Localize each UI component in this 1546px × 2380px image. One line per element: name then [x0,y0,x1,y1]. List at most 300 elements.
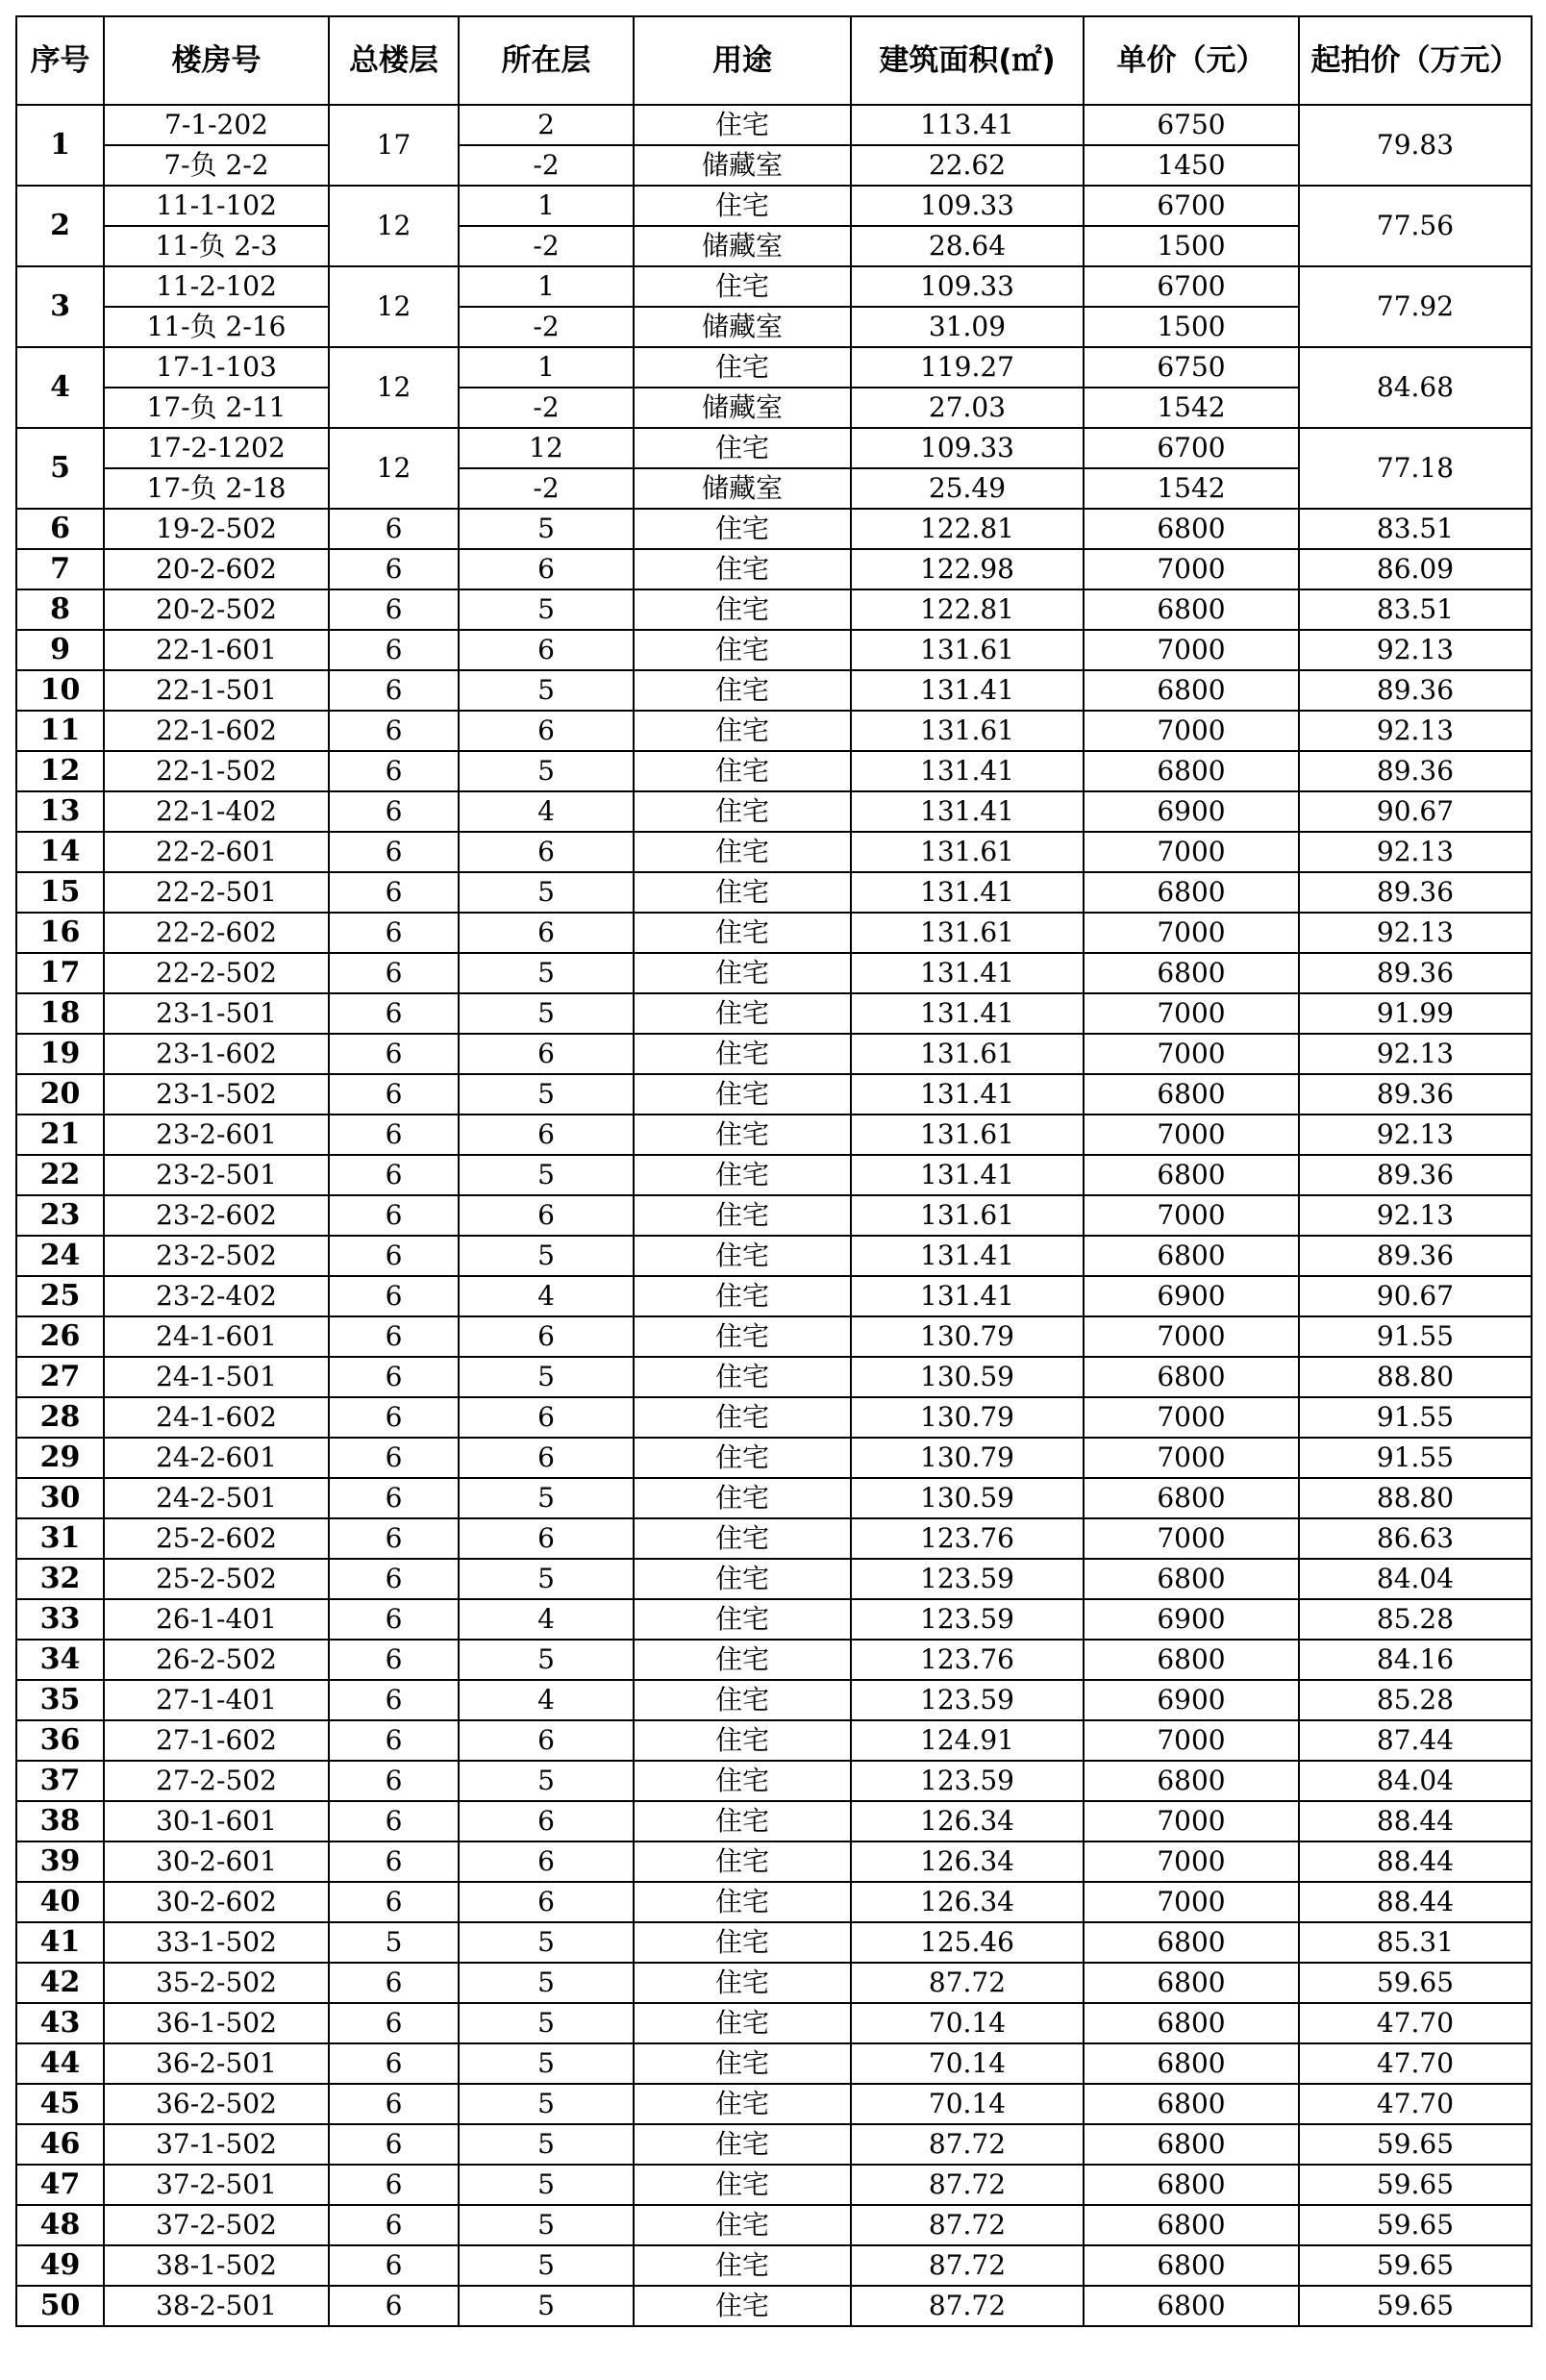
usage-cell: 住宅 [634,711,851,751]
start-price-cell: 86.63 [1299,1518,1532,1559]
seq-cell: 44 [16,2043,104,2084]
usage-cell: 住宅 [634,509,851,549]
usage-cell: 住宅 [634,1680,851,1720]
total-floors-cell: 17 [329,105,459,186]
unit-cell: 19-2-502 [104,509,329,549]
table-row [16,1680,1532,1720]
unit-cell: 11-负 2-16 [104,307,329,347]
area-cell: 119.27 [851,347,1084,388]
usage-cell: 住宅 [634,1922,851,1963]
table-row [16,1195,1532,1236]
total-floors-cell: 6 [329,509,459,549]
unit-price-cell: 6700 [1084,266,1299,307]
usage-cell: 住宅 [634,1478,851,1518]
unit-price-cell: 7000 [1084,1720,1299,1761]
unit-price-cell: 6900 [1084,1680,1299,1720]
unit-price-cell: 6800 [1084,2286,1299,2326]
seq-cell: 23 [16,1195,104,1236]
floor-cell: 12 [459,428,634,468]
unit-price-cell: 6800 [1084,2205,1299,2245]
start-price-cell: 92.13 [1299,832,1532,872]
seq-cell: 25 [16,1276,104,1316]
unit-cell: 38-1-502 [104,2245,329,2286]
seq-cell: 31 [16,1518,104,1559]
header-row [16,16,1532,105]
total-floors-cell: 6 [329,1841,459,1882]
floor-cell: 6 [459,832,634,872]
total-floors-cell: 6 [329,1882,459,1922]
start-price-cell: 85.28 [1299,1680,1532,1720]
usage-cell: 住宅 [634,1882,851,1922]
usage-cell: 住宅 [634,670,851,711]
floor-cell: 6 [459,1801,634,1841]
total-floors-cell: 6 [329,1478,459,1518]
area-cell: 130.59 [851,1357,1084,1397]
area-cell: 131.61 [851,1195,1084,1236]
total-floors-cell: 5 [329,1922,459,1963]
floor-cell: -2 [459,226,634,266]
floor-cell: 5 [459,953,634,993]
usage-cell: 住宅 [634,1276,851,1316]
table-row [16,1518,1532,1559]
unit-price-cell: 7000 [1084,1841,1299,1882]
area-cell: 131.61 [851,1115,1084,1155]
total-floors-cell: 6 [329,791,459,832]
seq-cell: 48 [16,2205,104,2245]
unit-cell: 33-1-502 [104,1922,329,1963]
total-floors-cell: 6 [329,2124,459,2165]
usage-cell: 储藏室 [634,145,851,186]
usage-cell: 住宅 [634,1518,851,1559]
area-cell: 87.72 [851,2205,1084,2245]
start-price-cell: 89.36 [1299,872,1532,913]
start-price-cell: 91.99 [1299,993,1532,1034]
total-floors-cell: 6 [329,2165,459,2205]
total-floors-cell: 6 [329,2205,459,2245]
start-price-cell: 88.80 [1299,1357,1532,1397]
area-cell: 109.33 [851,428,1084,468]
floor-cell: -2 [459,388,634,428]
usage-cell: 住宅 [634,1316,851,1357]
unit-cell: 24-1-501 [104,1357,329,1397]
unit-cell: 23-1-502 [104,1074,329,1115]
table-row [16,832,1532,872]
unit-price-cell: 6800 [1084,1559,1299,1599]
seq-cell: 35 [16,1680,104,1720]
table-row [16,1801,1532,1841]
area-cell: 122.81 [851,509,1084,549]
total-floors-cell: 6 [329,549,459,589]
unit-price-cell: 7000 [1084,913,1299,953]
unit-price-cell: 1500 [1084,226,1299,266]
floor-cell: 6 [459,549,634,589]
start-price-cell: 85.31 [1299,1922,1532,1963]
unit-price-cell: 6800 [1084,872,1299,913]
start-price-cell: 86.09 [1299,549,1532,589]
start-price-cell: 59.65 [1299,2165,1532,2205]
unit-cell: 20-2-602 [104,549,329,589]
start-price-cell: 59.65 [1299,2124,1532,2165]
start-price-cell: 89.36 [1299,1236,1532,1276]
unit-cell: 37-2-502 [104,2205,329,2245]
usage-cell: 住宅 [634,1963,851,2003]
seq-cell: 7 [16,549,104,589]
unit-price-cell: 6800 [1084,2165,1299,2205]
unit-cell: 22-2-602 [104,913,329,953]
usage-cell: 住宅 [634,2245,851,2286]
total-floors-cell: 6 [329,1680,459,1720]
floor-cell: 5 [459,872,634,913]
usage-cell: 储藏室 [634,388,851,428]
unit-price-cell: 6800 [1084,1074,1299,1115]
unit-cell: 23-2-501 [104,1155,329,1195]
area-cell: 87.72 [851,2286,1084,2326]
total-floors-cell: 6 [329,670,459,711]
unit-cell: 26-1-401 [104,1599,329,1640]
unit-cell: 30-2-602 [104,1882,329,1922]
unit-price-cell: 6800 [1084,2043,1299,2084]
table-row [16,1397,1532,1438]
table-row [16,993,1532,1034]
unit-price-cell: 6800 [1084,1922,1299,1963]
unit-cell: 17-2-1202 [104,428,329,468]
floor-cell: 6 [459,1397,634,1438]
area-cell: 131.61 [851,1034,1084,1074]
usage-cell: 住宅 [634,1074,851,1115]
total-floors-cell: 6 [329,913,459,953]
usage-cell: 住宅 [634,1236,851,1276]
seq-cell: 49 [16,2245,104,2286]
header-unit-price: 单价（元） [1084,16,1299,105]
start-price-cell: 79.83 [1299,105,1532,186]
usage-cell: 住宅 [634,105,851,145]
unit-price-cell: 7000 [1084,1316,1299,1357]
start-price-cell: 77.56 [1299,186,1532,266]
total-floors-cell: 6 [329,2043,459,2084]
table-row [16,2124,1532,2165]
table-row [16,1640,1532,1680]
unit-cell: 25-2-502 [104,1559,329,1599]
usage-cell: 住宅 [634,1720,851,1761]
usage-cell: 住宅 [634,993,851,1034]
table-row [16,2084,1532,2124]
total-floors-cell: 6 [329,993,459,1034]
area-cell: 113.41 [851,105,1084,145]
area-cell: 131.61 [851,913,1084,953]
area-cell: 131.41 [851,791,1084,832]
unit-price-cell: 6700 [1084,186,1299,226]
table-row [16,1599,1532,1640]
unit-cell: 23-1-602 [104,1034,329,1074]
total-floors-cell: 6 [329,1195,459,1236]
start-price-cell: 88.44 [1299,1841,1532,1882]
start-price-cell: 91.55 [1299,1316,1532,1357]
seq-cell: 24 [16,1236,104,1276]
seq-cell: 37 [16,1761,104,1801]
area-cell: 125.46 [851,1922,1084,1963]
table-row [16,589,1532,630]
start-price-cell: 84.16 [1299,1640,1532,1680]
unit-cell: 17-负 2-11 [104,388,329,428]
area-cell: 109.33 [851,266,1084,307]
total-floors-cell: 12 [329,347,459,428]
unit-price-cell: 6900 [1084,1276,1299,1316]
unit-cell: 22-1-602 [104,711,329,751]
area-cell: 87.72 [851,2165,1084,2205]
usage-cell: 住宅 [634,1599,851,1640]
seq-cell: 3 [16,266,104,347]
unit-cell: 23-2-602 [104,1195,329,1236]
seq-cell: 42 [16,1963,104,2003]
header-area: 建筑面积(㎡) [851,16,1084,105]
floor-cell: 6 [459,711,634,751]
seq-cell: 12 [16,751,104,791]
unit-price-cell: 6750 [1084,105,1299,145]
seq-cell: 13 [16,791,104,832]
usage-cell: 住宅 [634,2286,851,2326]
total-floors-cell: 6 [329,1963,459,2003]
floor-cell: 6 [459,1720,634,1761]
floor-cell: 5 [459,1640,634,1680]
usage-cell: 住宅 [634,1559,851,1599]
table-row [16,1115,1532,1155]
area-cell: 131.41 [851,1236,1084,1276]
floor-cell: 5 [459,1478,634,1518]
floor-cell: 5 [459,751,634,791]
area-cell: 87.72 [851,2124,1084,2165]
unit-cell: 22-1-601 [104,630,329,670]
seq-cell: 19 [16,1034,104,1074]
table-body [16,105,1532,2326]
start-price-cell: 91.55 [1299,1397,1532,1438]
unit-price-cell: 7000 [1084,1518,1299,1559]
floor-cell: 5 [459,1963,634,2003]
unit-price-cell: 6800 [1084,1478,1299,1518]
total-floors-cell: 6 [329,711,459,751]
unit-price-cell: 6800 [1084,1640,1299,1680]
seq-cell: 21 [16,1115,104,1155]
area-cell: 131.41 [851,670,1084,711]
floor-cell: -2 [459,468,634,509]
area-cell: 130.79 [851,1316,1084,1357]
floor-cell: 6 [459,913,634,953]
floor-cell: 5 [459,993,634,1034]
seq-cell: 5 [16,428,104,509]
unit-cell: 22-1-402 [104,791,329,832]
unit-cell: 38-2-501 [104,2286,329,2326]
floor-cell: 6 [459,1034,634,1074]
seq-cell: 14 [16,832,104,872]
unit-price-cell: 6750 [1084,347,1299,388]
total-floors-cell: 12 [329,428,459,509]
unit-price-cell: 6900 [1084,791,1299,832]
table-row [16,549,1532,589]
start-price-cell: 77.18 [1299,428,1532,509]
seq-cell: 17 [16,953,104,993]
area-cell: 123.59 [851,1559,1084,1599]
total-floors-cell: 6 [329,1438,459,1478]
seq-cell: 38 [16,1801,104,1841]
usage-cell: 住宅 [634,186,851,226]
table-row [16,630,1532,670]
floor-cell: 5 [459,2124,634,2165]
start-price-cell: 89.36 [1299,751,1532,791]
table-row [16,751,1532,791]
unit-cell: 22-2-502 [104,953,329,993]
unit-price-cell: 1542 [1084,388,1299,428]
area-cell: 123.59 [851,1599,1084,1640]
seq-cell: 20 [16,1074,104,1115]
unit-cell: 35-2-502 [104,1963,329,2003]
unit-price-cell: 6700 [1084,428,1299,468]
usage-cell: 住宅 [634,2003,851,2043]
seq-cell: 32 [16,1559,104,1599]
area-cell: 130.79 [851,1397,1084,1438]
start-price-cell: 84.68 [1299,347,1532,428]
header-unit: 楼房号 [104,16,329,105]
area-cell: 109.33 [851,186,1084,226]
area-cell: 131.41 [851,1074,1084,1115]
usage-cell: 住宅 [634,2205,851,2245]
unit-price-cell: 7000 [1084,1801,1299,1841]
start-price-cell: 91.55 [1299,1438,1532,1478]
total-floors-cell: 6 [329,751,459,791]
total-floors-cell: 6 [329,872,459,913]
floor-cell: 4 [459,1680,634,1720]
header-start-price: 起拍价（万元） [1299,16,1532,105]
area-cell: 31.09 [851,307,1084,347]
start-price-cell: 85.28 [1299,1599,1532,1640]
unit-cell: 20-2-502 [104,589,329,630]
area-cell: 131.61 [851,711,1084,751]
unit-cell: 24-2-501 [104,1478,329,1518]
total-floors-cell: 6 [329,1640,459,1680]
usage-cell: 住宅 [634,832,851,872]
total-floors-cell: 6 [329,1357,459,1397]
usage-cell: 住宅 [634,1640,851,1680]
total-floors-cell: 6 [329,1720,459,1761]
start-price-cell: 92.13 [1299,913,1532,953]
unit-cell: 23-1-501 [104,993,329,1034]
floor-cell: 6 [459,1841,634,1882]
unit-cell: 11-1-102 [104,186,329,226]
area-cell: 126.34 [851,1882,1084,1922]
total-floors-cell: 6 [329,1034,459,1074]
area-cell: 130.59 [851,1478,1084,1518]
start-price-cell: 89.36 [1299,1074,1532,1115]
header-floor: 所在层 [459,16,634,105]
table-row [16,1034,1532,1074]
usage-cell: 住宅 [634,549,851,589]
area-cell: 126.34 [851,1841,1084,1882]
table-row [16,711,1532,751]
seq-cell: 8 [16,589,104,630]
usage-cell: 储藏室 [634,468,851,509]
start-price-cell: 59.65 [1299,2245,1532,2286]
unit-cell: 23-2-601 [104,1115,329,1155]
usage-cell: 住宅 [634,1397,851,1438]
area-cell: 123.59 [851,1680,1084,1720]
floor-cell: 5 [459,1922,634,1963]
area-cell: 123.76 [851,1518,1084,1559]
total-floors-cell: 6 [329,1316,459,1357]
start-price-cell: 59.65 [1299,2205,1532,2245]
table-row [16,1882,1532,1922]
floor-cell: 6 [459,1316,634,1357]
seq-cell: 33 [16,1599,104,1640]
usage-cell: 住宅 [634,791,851,832]
total-floors-cell: 6 [329,1115,459,1155]
unit-price-cell: 7000 [1084,1397,1299,1438]
floor-cell: -2 [459,145,634,186]
floor-cell: 5 [459,2245,634,2286]
total-floors-cell: 6 [329,1074,459,1115]
header-usage: 用途 [634,16,851,105]
seq-cell: 11 [16,711,104,751]
area-cell: 126.34 [851,1801,1084,1841]
usage-cell: 住宅 [634,1115,851,1155]
start-price-cell: 59.65 [1299,1963,1532,2003]
seq-cell: 34 [16,1640,104,1680]
floor-cell: 6 [459,630,634,670]
unit-cell: 22-1-501 [104,670,329,711]
seq-cell: 1 [16,105,104,186]
start-price-cell: 47.70 [1299,2084,1532,2124]
usage-cell: 住宅 [634,913,851,953]
unit-cell: 23-2-502 [104,1236,329,1276]
unit-price-cell: 7000 [1084,993,1299,1034]
unit-price-cell: 6800 [1084,2245,1299,2286]
area-cell: 87.72 [851,2245,1084,2286]
seq-cell: 27 [16,1357,104,1397]
table-row [16,347,1532,388]
start-price-cell: 89.36 [1299,670,1532,711]
start-price-cell: 47.70 [1299,2043,1532,2084]
floor-cell: 4 [459,1276,634,1316]
usage-cell: 住宅 [634,2084,851,2124]
unit-cell: 36-1-502 [104,2003,329,2043]
area-cell: 22.62 [851,145,1084,186]
floor-cell: 5 [459,2165,634,2205]
usage-cell: 住宅 [634,872,851,913]
usage-cell: 住宅 [634,953,851,993]
seq-cell: 4 [16,347,104,428]
usage-cell: 住宅 [634,1841,851,1882]
unit-price-cell: 7000 [1084,711,1299,751]
usage-cell: 住宅 [634,1195,851,1236]
total-floors-cell: 12 [329,186,459,266]
total-floors-cell: 6 [329,630,459,670]
usage-cell: 住宅 [634,1034,851,1074]
total-floors-cell: 6 [329,1397,459,1438]
unit-cell: 22-2-601 [104,832,329,872]
unit-cell: 30-2-601 [104,1841,329,1882]
unit-cell: 24-2-601 [104,1438,329,1478]
table-row [16,1963,1532,2003]
seq-cell: 10 [16,670,104,711]
seq-cell: 26 [16,1316,104,1357]
floor-cell: 5 [459,2043,634,2084]
auction-property-table [15,15,1533,2327]
floor-cell: 5 [459,1236,634,1276]
unit-cell: 30-1-601 [104,1801,329,1841]
floor-cell: 5 [459,509,634,549]
table-row [16,953,1532,993]
table-row [16,670,1532,711]
total-floors-cell: 6 [329,1559,459,1599]
floor-cell: 2 [459,105,634,145]
table-row [16,1236,1532,1276]
